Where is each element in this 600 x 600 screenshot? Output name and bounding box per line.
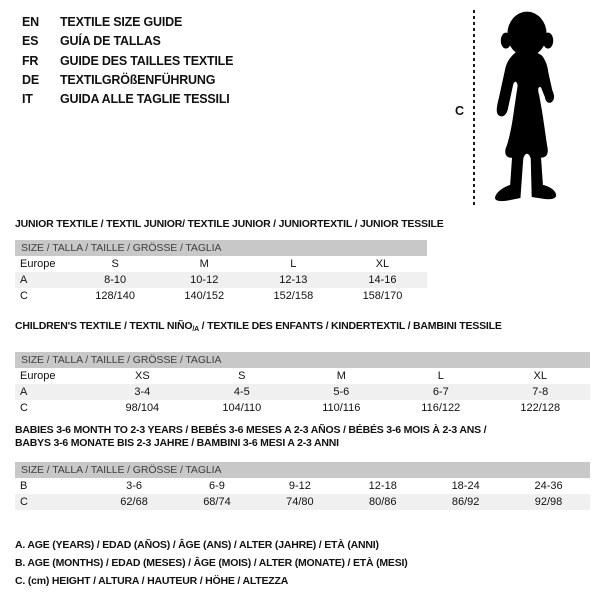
section-childrens-textile [15, 320, 590, 416]
age-cell: 3-4 [93, 384, 192, 400]
language-code: ES [22, 34, 39, 49]
size-cell: XL [375, 258, 390, 270]
age-cell: 4-5 [192, 384, 291, 400]
children-size-table [15, 368, 590, 416]
babies-size-header-bar: SIZE / TALLA / TAILLE / GRÖSSE / TAGLIA [15, 462, 590, 478]
months-cell: 6-9 [209, 480, 225, 492]
height-cell: 122/128 [520, 402, 561, 414]
table-row-height [15, 400, 590, 416]
row-label: B [20, 480, 28, 492]
language-code: DE [22, 72, 39, 87]
junior-section-heading: JUNIOR TEXTILE / TEXTIL JUNIOR/ TEXTILE JUNIOR / JUNIORTEXTIL / JUNIOR TESSILE [15, 218, 444, 230]
height-cell: 74/80 [258, 494, 341, 510]
height-measure-dashed-line [473, 10, 475, 208]
age-cell: 6-7 [391, 384, 490, 400]
size-cell: S [111, 258, 119, 270]
guide-title-es: GUÍA DE TALLAS [60, 34, 161, 49]
children-heading-suffix: / TEXTILE DES ENFANTS / KINDERTEXTIL / BAMBINI TESSILE [198, 320, 502, 332]
months-cell: 18-24 [451, 480, 480, 492]
table-row-age [15, 272, 427, 288]
height-cell: 98/104 [125, 402, 160, 414]
height-cell: 92/98 [507, 494, 590, 510]
height-cell: 68/74 [176, 494, 259, 510]
babies-heading-line1: BABIES 3-6 MONTH TO 2-3 YEARS / BEBÉS 3-6 MESES A 2-3 AÑOS / BÉBÉS 3-6 MOIS À 2-3 ANS / [15, 424, 487, 436]
row-label: Europe [20, 258, 56, 270]
months-cell: 24-36 [534, 480, 563, 492]
language-row-es [22, 32, 233, 51]
section-junior-textile [15, 218, 444, 304]
row-label: C [20, 290, 28, 302]
table-row-months [15, 478, 590, 494]
children-section-heading [15, 320, 590, 336]
height-cell: 80/86 [341, 494, 424, 510]
language-guide [22, 13, 233, 109]
footnote-a-age-years: A. AGE (YEARS) / EDAD (AÑOS) / ÂGE (ANS) / ALTER (JAHRE) / ETÀ (ANNI) [15, 539, 379, 551]
language-code: FR [22, 53, 39, 68]
size-cell: M [199, 258, 209, 270]
section-babies-textile [15, 424, 590, 510]
row-label: A [15, 272, 71, 288]
size-cell: S [238, 370, 246, 382]
language-row-it [22, 90, 233, 109]
size-cell: L [290, 258, 297, 270]
baby-silhouette-icon [480, 6, 574, 212]
age-cell: 12-13 [249, 272, 338, 288]
language-code: IT [22, 92, 33, 107]
footnote-c-height: C. (cm) HEIGHT / ALTURA / HAUTEUR / HÖHE / ALTEZZA [15, 575, 289, 587]
table-row-europe [15, 368, 590, 384]
babies-heading-line2: BABYS 3-6 MONATE BIS 2-3 JAHRE / BAMBINI 3-6 MESI A 2-3 ANNI [15, 437, 339, 449]
height-cell: 128/140 [95, 290, 136, 302]
height-cell: 110/116 [322, 402, 361, 414]
children-size-header-bar: SIZE / TALLA / TAILLE / GRÖSSE / TAGLIA [15, 352, 590, 368]
footnotes [15, 536, 408, 590]
guide-title-it: GUIDA ALLE TAGLIE TESSILI [60, 92, 230, 107]
children-heading-prefix: CHILDREN'S TEXTILE / TEXTIL NIÑO [15, 320, 193, 332]
language-code: EN [22, 15, 39, 29]
row-label: Europe [20, 370, 56, 382]
months-cell: 12-18 [368, 480, 397, 492]
guide-title-de: TEXTILGRÖßENFÜHRUNG [60, 72, 216, 87]
age-cell: 5-6 [292, 384, 391, 400]
height-cell: 62/68 [93, 494, 176, 510]
language-row-en [22, 13, 233, 32]
row-label: C [15, 494, 93, 510]
table-row-height [15, 288, 427, 304]
age-cell: 7-8 [491, 384, 591, 400]
baby-figure [450, 4, 598, 216]
months-cell: 9-12 [288, 480, 311, 492]
children-heading-subscript: /A [192, 326, 199, 333]
row-label: A [15, 384, 93, 400]
size-cell: L [437, 370, 444, 382]
height-cell: 158/170 [362, 290, 403, 302]
guide-title-en: TEXTILE SIZE GUIDE [60, 15, 183, 29]
height-cell: 104/110 [222, 402, 262, 414]
language-row-fr [22, 52, 233, 71]
age-cell: 10-12 [160, 272, 249, 288]
table-row-age [15, 384, 590, 400]
age-cell: 14-16 [338, 272, 427, 288]
age-cell: 8-10 [71, 272, 160, 288]
language-row-de [22, 71, 233, 90]
junior-size-header-bar: SIZE / TALLA / TAILLE / GRÖSSE / TAGLIA [15, 240, 427, 256]
babies-size-table [15, 478, 590, 510]
babies-section-heading [15, 424, 590, 450]
height-measure-label: C [455, 104, 465, 118]
height-cell: 116/122 [421, 402, 461, 414]
months-cell: 3-6 [126, 480, 143, 492]
height-cell: 140/152 [184, 290, 225, 302]
guide-title-fr: GUIDE DES TAILLES TEXTILE [60, 53, 234, 68]
size-cell: XL [533, 370, 547, 382]
junior-size-table [15, 256, 427, 304]
size-cell: M [336, 370, 346, 382]
height-cell: 86/92 [424, 494, 507, 510]
height-cell: 152/158 [273, 290, 314, 302]
row-label: C [20, 402, 28, 414]
footnote-b-age-months: B. AGE (MONTHS) / EDAD (MESES) / ÂGE (MOIS) / ALTER (MONATE) / ETÀ (MESI) [15, 557, 408, 569]
table-row-europe [15, 256, 427, 272]
table-row-height [15, 494, 590, 510]
size-cell: XS [135, 370, 150, 382]
